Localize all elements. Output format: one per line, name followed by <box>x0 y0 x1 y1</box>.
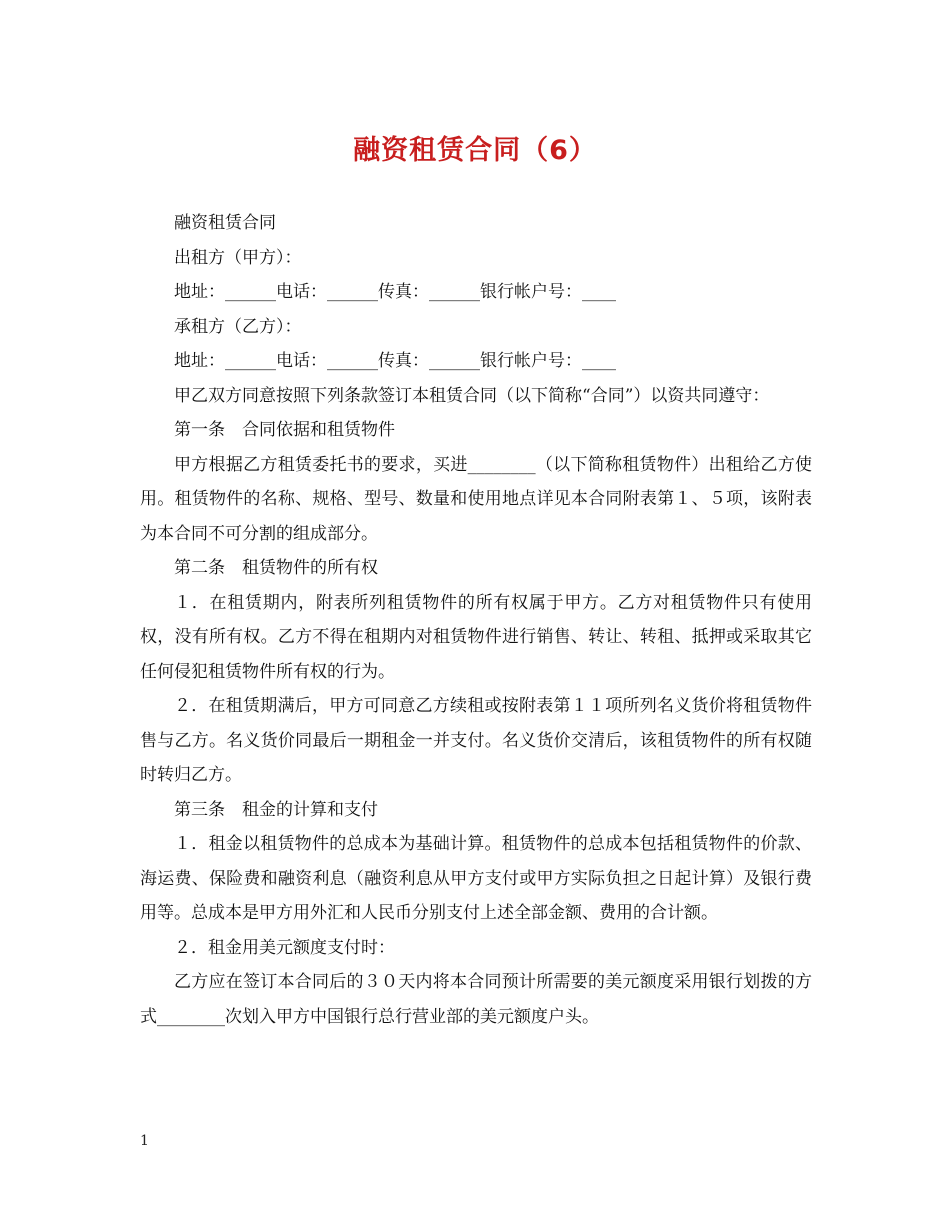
article-2-clause-1: １．在租赁期内，附表所列租赁物件的所有权属于甲方。乙方对租赁物件只有使用权，没有所有权。乙方不得在租期内对租赁物件进行销售、转让、转租、抵押或采取其它任何侵犯租赁物件所有权的行为。 <box>140 592 812 682</box>
paragraph-lessor-label: 出租方（甲方）： <box>174 247 302 268</box>
article-3-clause-2-text: 乙方应在签订本合同后的３０天内将本合同预计所需要的美元额度采用银行划拨的方式________次划入甲方中国银行总行营业部的美元额度户头。 <box>140 972 812 1027</box>
paragraph-agreement-intro: 甲乙双方同意按照下列条款签订本租赁合同（以下简称“合同”）以资共同遵守： <box>174 385 770 406</box>
paragraph-lessee-label: 承租方（乙方）： <box>174 316 302 337</box>
article-3-heading: 第三条 租金的计算和支付 <box>174 799 378 820</box>
document-body <box>140 206 812 1034</box>
page-number: 1 <box>140 1133 149 1149</box>
article-2-heading: 第二条 租赁物件的所有权 <box>174 558 378 578</box>
article-1-heading: 第一条 合同依据和租赁物件 <box>174 420 395 440</box>
paragraph-lessor-contact: 地址：______电话：______传真：______银行帐户号：____ <box>174 282 616 302</box>
paragraph-contract-name: 融资租赁合同 <box>174 213 276 233</box>
paragraph-lessee-contact: 地址：______电话：______传真：______银行帐户号：____ <box>174 351 616 371</box>
article-3-clause-2: ２．租金用美元额度支付时： <box>174 937 395 958</box>
article-1-text: 甲方根据乙方租赁委托书的要求，买进________（以下简称租赁物件）出租给乙方使用。租赁物件的名称、规格、型号、数量和使用地点详见本合同附表第１、５项，该附表为本合同不可分割的组成部分。 <box>140 454 812 544</box>
article-3-clause-1: １．租金以租赁物件的总成本为基础计算。租赁物件的总成本包括租赁物件的价款、海运费、保险费和融资利息（融资利息从甲方支付或甲方实际负担之日起计算）及银行费用等。总成本是甲方用外汇和人民币分别支付上述全部金额、费用的合计额。 <box>140 834 812 923</box>
document-title: 融资租赁合同（6） <box>353 135 597 166</box>
article-2-clause-2: ２．在租赁期满后，甲方可同意乙方续租或按附表第１１项所列名义货价将租赁物件售与乙方。名义货价同最后一期租金一并支付。名义货价交清后，该租赁物件的所有权随时转归乙方。 <box>140 696 812 785</box>
